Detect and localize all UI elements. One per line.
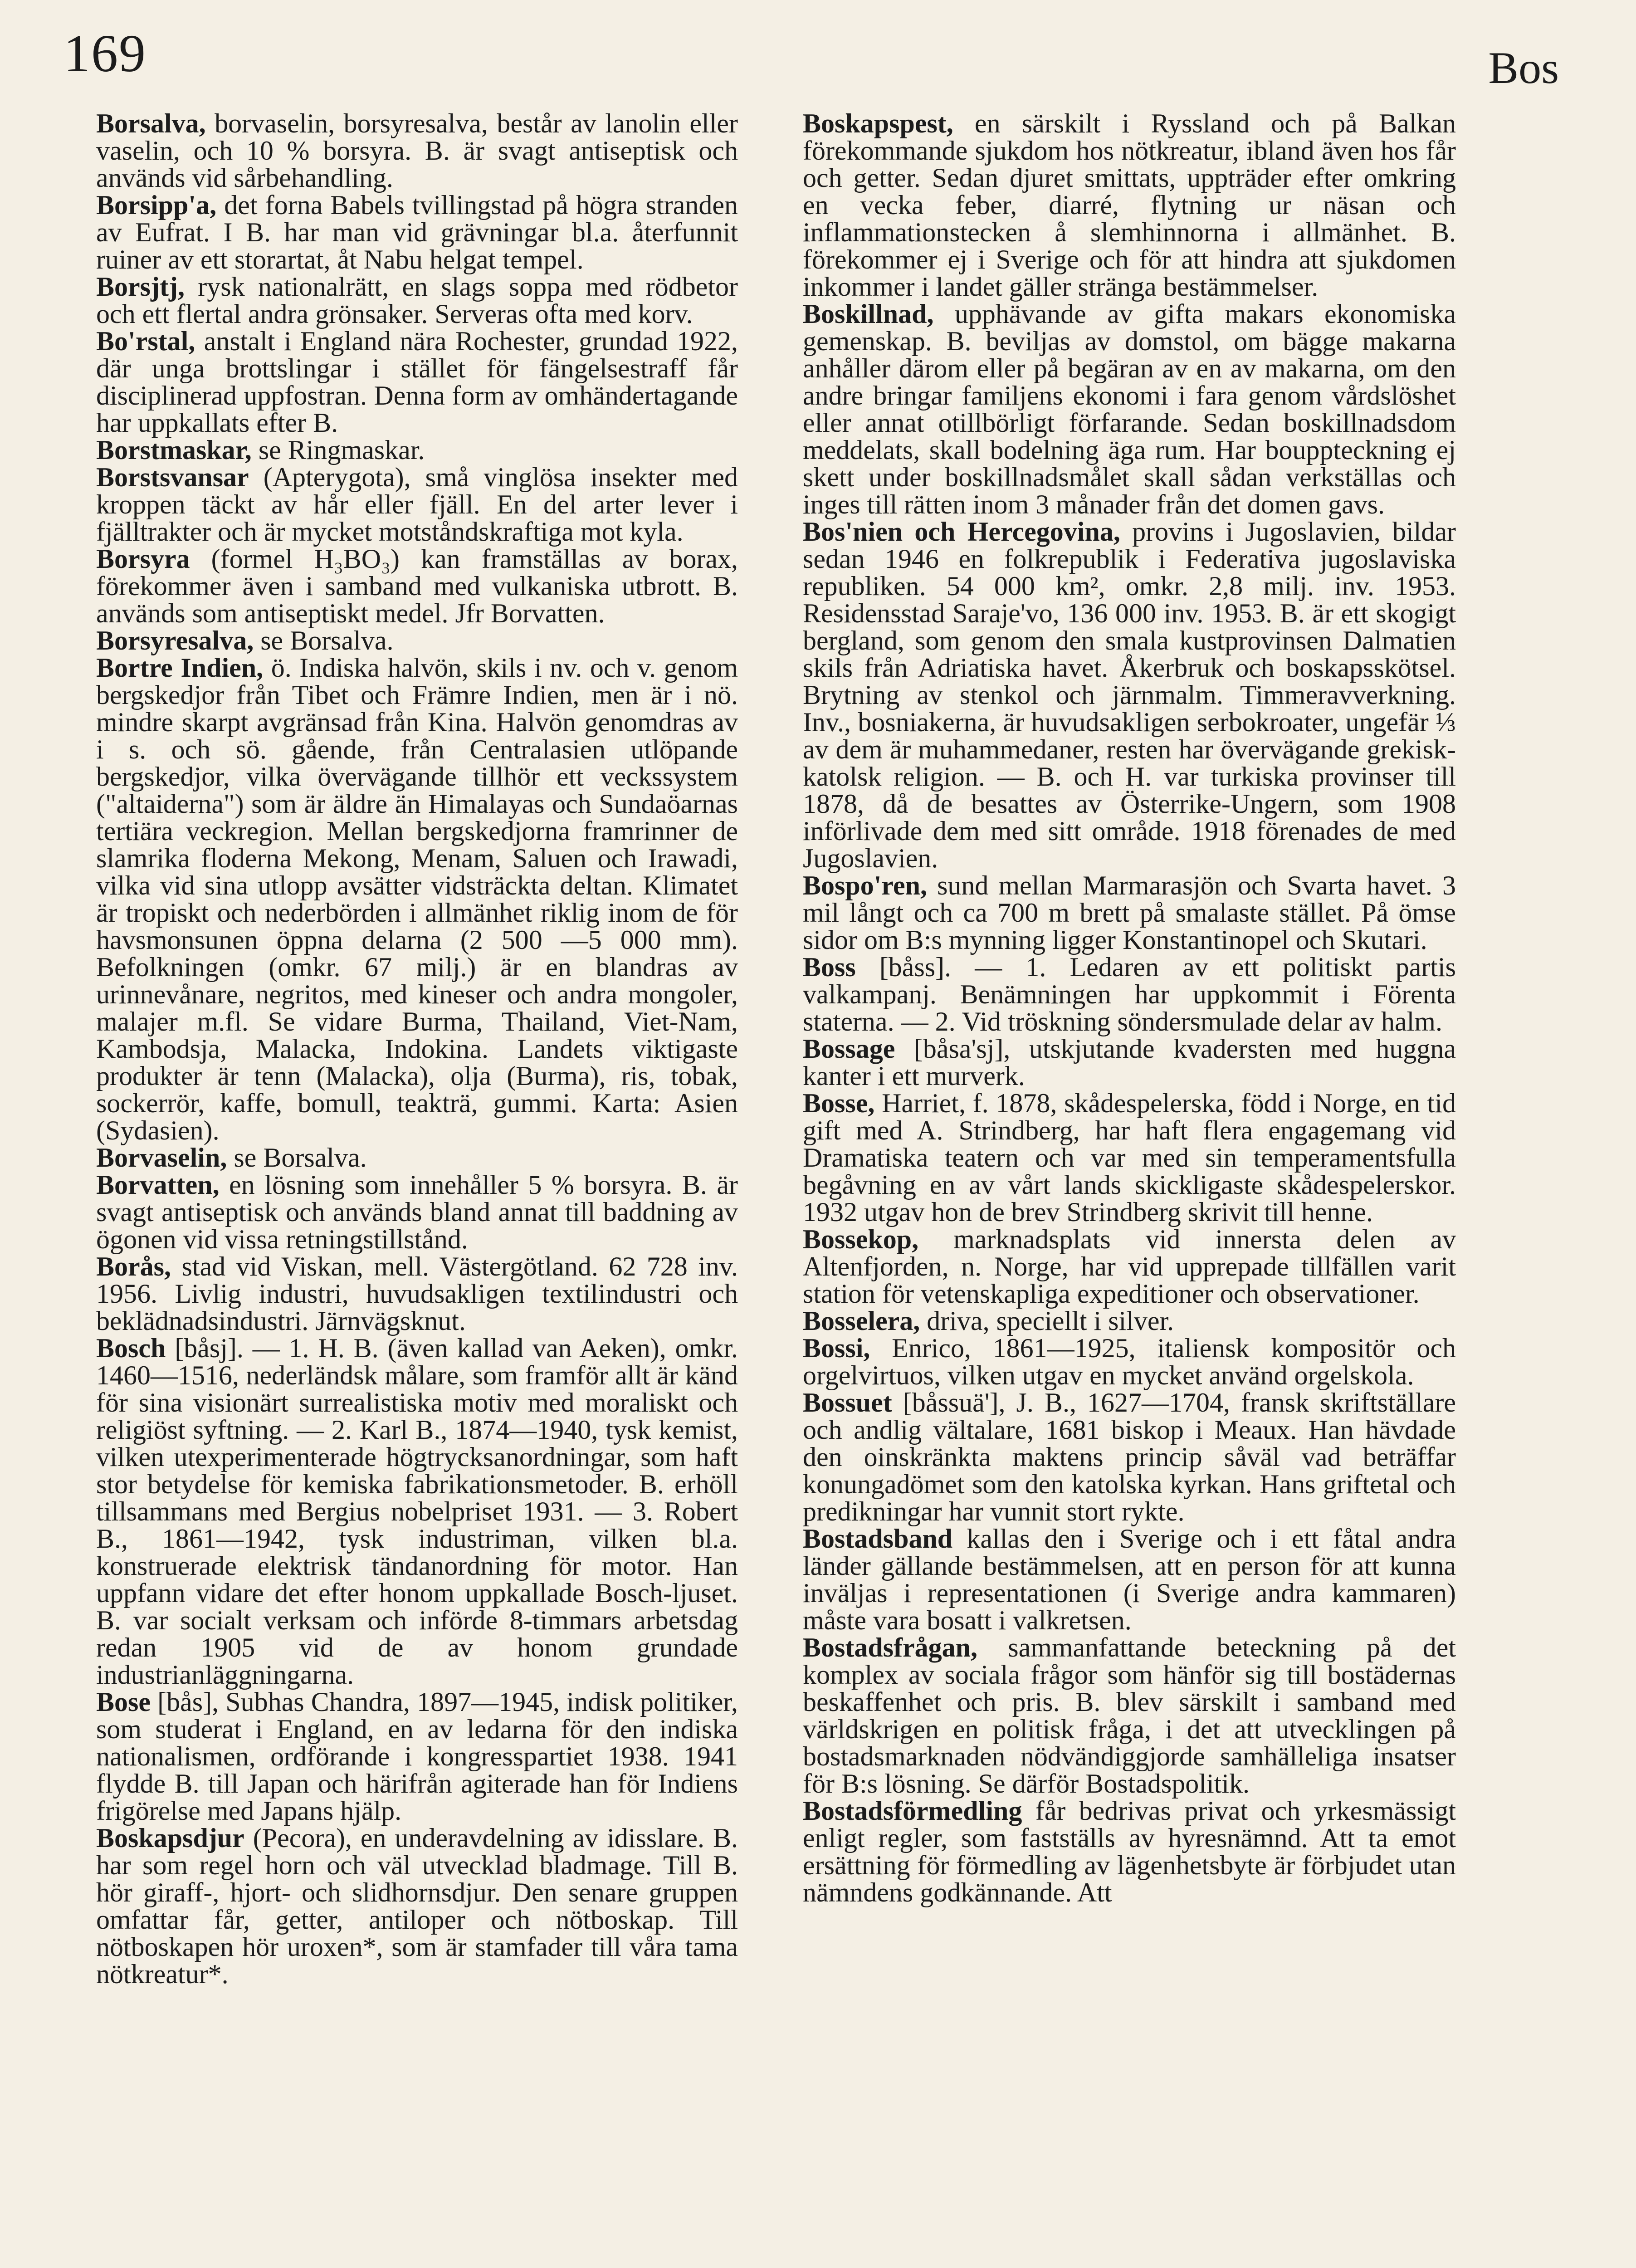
dictionary-entry <box>803 1334 1456 1389</box>
dictionary-entry <box>803 110 1456 300</box>
entry-headword: Borsyra <box>96 544 190 574</box>
entry-headword: Borsyresalva, <box>96 626 254 655</box>
entry-text: se Borsalva. <box>227 1143 367 1173</box>
entry-text: (Apterygota), små vinglösa insekter med kroppen täckt av hår eller fjäll. En del arter lever i fjälltrakter och är mycket motståndskraftiga mot kyla. <box>96 462 738 547</box>
entry-text: [bås], Subhas Chandra, 1897—1945, indisk politiker, som studerat i England, en av ledarna för den indiska nationalismen, ordförande i kongresspartiet 1938. 1941 flydde B. till Japan och härifrån agiterade han för Indiens frigörelse med Japans hjälp. <box>96 1687 738 1826</box>
dictionary-entry <box>803 872 1456 953</box>
entry-text: rysk nationalrätt, en slags soppa med rödbetor och ett flertal andra grönsaker. Serveras ofta med korv. <box>96 272 738 329</box>
entry-headword: Bossi, <box>803 1333 870 1363</box>
left-column <box>96 110 738 1988</box>
dictionary-entry <box>96 627 738 654</box>
entry-text: ö. Indiska halvön, skils i nv. och v. genom bergskedjor från Tibet och Främre Indien, men är i nö. mindre skarpt avgränsad från Kina. Halvön genomdras av i s. och sö. gående, från Centralasien utlöpande bergskedjor, vilka övervägande tillhör ett veckssystem ("altaiderna") som är äldre än Himalayas och Sundaöarnas tertiära veckregion. Mellan bergskedjorna framrinner de slamrika floderna Mekong, Menam, Saluen och Irawadi, vilka vid sina utlopp avsätter vidsträckta deltan. Klimatet är tropiskt och nederbörden i allmänhet riklig inom de för havsmonsunen öppna delarna (2 500 —5 000 mm). Befolkningen (omkr. 67 milj.) är en blandras av urinnevånare, negritos, med kineser och andra mongoler, malajer m.fl. Se vidare Burma, Thailand, Viet-Nam, Kambodsja, Malacka, Indokina. Landets viktigaste produkter är tenn (Malacka), olja (Burma), ris, tobak, sockerrör, kaffe, bomull, teakträ, gummi. Karta: Asien (Sydasien). <box>96 653 738 1145</box>
entry-headword: Bos'nien och Hercegovina, <box>803 517 1120 547</box>
dictionary-entry <box>96 436 738 464</box>
dictionary-entry <box>96 545 738 627</box>
entry-text: sund mellan Marmarasjön och Svarta havet. 3 mil långt och ca 700 m brett på smalaste stället. På ömse sidor om B:s mynning ligger Konstantinopel och Skutari. <box>803 870 1456 955</box>
dictionary-entry <box>96 1688 738 1824</box>
entry-headword: Bossekop, <box>803 1224 919 1254</box>
entry-headword: Borsalva, <box>96 108 206 138</box>
dictionary-entry <box>803 300 1456 518</box>
dictionary-entry <box>803 1797 1456 1906</box>
dictionary-entry <box>96 1144 738 1171</box>
dictionary-entry <box>803 1307 1456 1334</box>
entry-text: (formel H₃BO₃) kan framställas av borax, förekommer även i samband med vulkaniska utbrott. B. används som antiseptiskt medel. Jfr Borvatten. <box>96 544 738 628</box>
running-head: Bos <box>1488 43 1559 93</box>
entry-text: sammanfattande beteckning på det komplex av sociala frågor som hänför sig till bostädernas beskaffenhet och pris. B. blev särskilt i samband med världskrigen en politisk fråga, i det att utvecklingen på bostadsmarknaden nödvändiggjorde samhälleliga insatser för B:s lösning. Se därför Bostadspolitik. <box>803 1633 1456 1799</box>
entry-headword: Borsipp'a, <box>96 190 217 220</box>
dictionary-entry <box>803 953 1456 1035</box>
dictionary-entry <box>96 273 738 327</box>
dictionary-entry <box>803 1090 1456 1226</box>
entry-text: borvaselin, borsyresalva, består av lanolin eller vaselin, och 10 % borsyra. B. är svagt antiseptisk och används vid sårbehandling. <box>96 108 738 193</box>
entry-headword: Bosch <box>96 1333 166 1363</box>
entry-headword: Bossage <box>803 1034 895 1064</box>
entry-headword: Borsjtj, <box>96 272 185 302</box>
dictionary-entry <box>803 1226 1456 1307</box>
entry-headword: Boskillnad, <box>803 299 934 329</box>
entry-text: [båssuä'], J. B., 1627—1704, fransk skriftställare och andlig vältalare, 1681 biskop i Meaux. Han hävdade den oinskränkta maktens princip såväl vad beträffar konungadömet som den katolska kyrkan. Hans griftetal och predikningar har vunnit stort rykte. <box>803 1388 1456 1526</box>
dictionary-entry <box>803 1035 1456 1090</box>
dictionary-entry <box>96 1171 738 1253</box>
entry-text: anstalt i England nära Rochester, grundad 1922, där unga brottslingar i stället för fängelsestraff får disciplinerad uppfostran. Denna form av omhändertagande har uppkallats efter B. <box>96 326 738 438</box>
dictionary-entry <box>803 518 1456 872</box>
entry-headword: Bossuet <box>803 1388 892 1418</box>
entry-text: [båsa'sj], utskjutande kvadersten med huggna kanter i ett murverk. <box>803 1034 1456 1091</box>
entry-text: driva, speciellt i silver. <box>920 1306 1174 1336</box>
dictionary-entry <box>803 1389 1456 1525</box>
entry-headword: Bostadsförmedling <box>803 1796 1022 1826</box>
entry-headword: Bospo'ren, <box>803 870 927 900</box>
entry-text: se Borsalva. <box>254 626 394 655</box>
entry-text: det forna Babels tvillingstad på högra stranden av Eufrat. I B. har man vid grävningar bl.a. återfunnit ruiner av ett storartat, åt Nabu helgat tempel. <box>96 190 738 274</box>
entry-headword: Boskapspest, <box>803 108 953 138</box>
entry-text: en lösning som innehåller 5 % borsyra. B. är svagt antiseptisk och används bland annat till baddning av ögonen vid vissa retningstillstånd. <box>96 1170 738 1254</box>
dictionary-entry <box>96 654 738 1144</box>
entry-headword: Bostadsfrågan, <box>803 1633 978 1662</box>
entry-headword: Borstsvansar <box>96 462 249 492</box>
entry-text: kallas den i Sverige och i ett fåtal andra länder gällande bestämmelsen, att en person för att kunna inväljas i representationen (i Sverige andra kammaren) måste vara bosatt i valkretsen. <box>803 1524 1456 1635</box>
entry-text: Harriet, f. 1878, skådespelerska, född i Norge, en tid gift med A. Strindberg, har haft flera engagemang vid Dramatiska teatern och var med sin temperamentsfulla begåvning en av vårt lands skickligaste skådespelerskor. 1932 utgav hon de brev Strindberg skrivit till henne. <box>803 1088 1456 1227</box>
dictionary-entry <box>96 327 738 436</box>
entry-text: en särskilt i Ryssland och på Balkan förekommande sjukdom hos nötkreatur, ibland även hos får och getter. Sedan djuret smittats, uppträder efter omkring en vecka feber, diarré, flytning ur näsan och inflammationstecken å slemhinnorna i allmänhet. B. förekommer ej i Sverige och för att hindra att sjukdomen inkommer i landet gäller stränga bestämmelser. <box>803 108 1456 302</box>
entry-headword: Boss <box>803 952 856 982</box>
entry-headword: Borvaselin, <box>96 1143 227 1173</box>
page-number: 169 <box>63 24 147 83</box>
entry-text: marknadsplats vid innersta delen av Altenfjorden, n. Norge, har vid upprepade tillfällen varit station för vetenskapliga expeditioner och observationer. <box>803 1224 1456 1309</box>
entry-text: Enrico, 1861—1925, italiensk kompositör och orgelvirtuos, vilken utgav en mycket använd orgelskola. <box>803 1333 1456 1390</box>
dictionary-entry <box>96 464 738 545</box>
entry-text: [båss]. — 1. Ledaren av ett politiskt partis valkampanj. Benämningen har uppkommit i Förenta staterna. — 2. Vid tröskning söndersmulade delar av halm. <box>803 952 1456 1036</box>
entry-text: upphävande av gifta makars ekonomiska gemenskap. B. beviljas av domstol, om bägge makarna anhåller därom eller på begäran av en av makarna, om den andre bringar familjens ekonomi i fara genom vårdslöshet eller annat otillbörligt förfarande. Sedan boskillnadsdom meddelats, skall bodelning äga rum. Har bouppteckning ej skett under boskillnadsmålet skall sådan verkställas och inges till rätten inom 3 månader från det domen gavs. <box>803 299 1456 519</box>
entry-headword: Bo'rstal, <box>96 326 195 356</box>
entry-headword: Borås, <box>96 1251 171 1281</box>
entry-text: får bedrivas privat och yrkesmässigt enligt regler, som fastställs av hyresnämnd. Att ta emot ersättning för förmedling av lägenhetsbyte är förbjudet utan nämndens godkännande. Att <box>803 1796 1456 1907</box>
entry-headword: Boskapsdjur <box>96 1823 244 1853</box>
entry-headword: Bosselera, <box>803 1306 920 1336</box>
entry-text: stad vid Viskan, mell. Västergötland. 62 728 inv. 1956. Livlig industri, huvudsakligen textilindustri och beklädnadsindustri. Järnvägsknut. <box>96 1251 738 1336</box>
entry-text: [båsj]. — 1. H. B. (även kallad van Aeken), omkr. 1460—1516, nederländsk målare, som framför allt är känd för sina visionärt surrealistiska motiv med moraliskt och religiöst syftning. — 2. Karl B., 1874—1940, tysk kemist, vilken utexperimenterade högtrycksanordningar, som haft stor betydelse för kemiska fabrikationsmetoder. B. erhöll tillsammans med Bergius nobelpriset 1931. — 3. Robert B., 1861—1942, tysk industriman, vilken bl.a. konstruerade elektrisk tändanordning för motor. Han uppfann vidare det efter honom uppkallade Bosch-ljuset. B. var socialt verksam och införde 8-timmars arbetsdag redan 1905 vid de av honom grundade industrianläggningarna. <box>96 1333 738 1690</box>
entry-headword: Bose <box>96 1687 151 1717</box>
dictionary-entry <box>803 1525 1456 1634</box>
entry-text: provins i Jugoslavien, bildar sedan 1946 en folkrepublik i Federativa jugoslaviska republiken. 54 000 km², omkr. 2,8 milj. inv. 1953. Residensstad Saraje'vo, 136 000 inv. 1953. B. är ett skogigt bergland, som genom den smala kustprovinsen Dalmatien skils från Adriatiska havet. Åkerbruk och boskapsskötsel. Brytning av stenkol och järnmalm. Timmeravverkning. Inv., bosniakerna, är huvudsakligen serbokroater, ungefär ⅓ av dem är muhammedaner, resten har övervägande grekisk-katolsk religion. — B. och H. var turkiska provinser till 1878, då de besattes av Österrike-Ungern, som 1908 införlivade dem med sitt område. 1918 förenades de med Jugoslavien. <box>803 517 1456 873</box>
dictionary-entry <box>96 110 738 191</box>
entry-text: (Pecora), en underavdelning av idisslare. B. har som regel horn och väl utvecklad bladmage. Till B. hör giraff-, hjort- och slidhornsdjur. Den senare gruppen omfattar får, getter, antiloper och nötboskap. Till nötboskapen hör uroxen*, som är stamfader till våra tama nötkreatur*. <box>96 1823 738 1989</box>
entry-headword: Borstmaskar, <box>96 435 252 465</box>
entry-headword: Bostadsband <box>803 1524 953 1554</box>
dictionary-entry <box>96 1334 738 1688</box>
entry-text: se Ringmaskar. <box>251 435 425 465</box>
entry-headword: Bortre Indien, <box>96 653 264 683</box>
dictionary-entry <box>96 1253 738 1334</box>
entry-headword: Bosse, <box>803 1088 875 1118</box>
entry-headword: Borvatten, <box>96 1170 220 1200</box>
dictionary-entry <box>96 1824 738 1988</box>
dictionary-entry <box>803 1634 1456 1797</box>
dictionary-entry <box>96 191 738 273</box>
right-column <box>803 110 1456 1906</box>
